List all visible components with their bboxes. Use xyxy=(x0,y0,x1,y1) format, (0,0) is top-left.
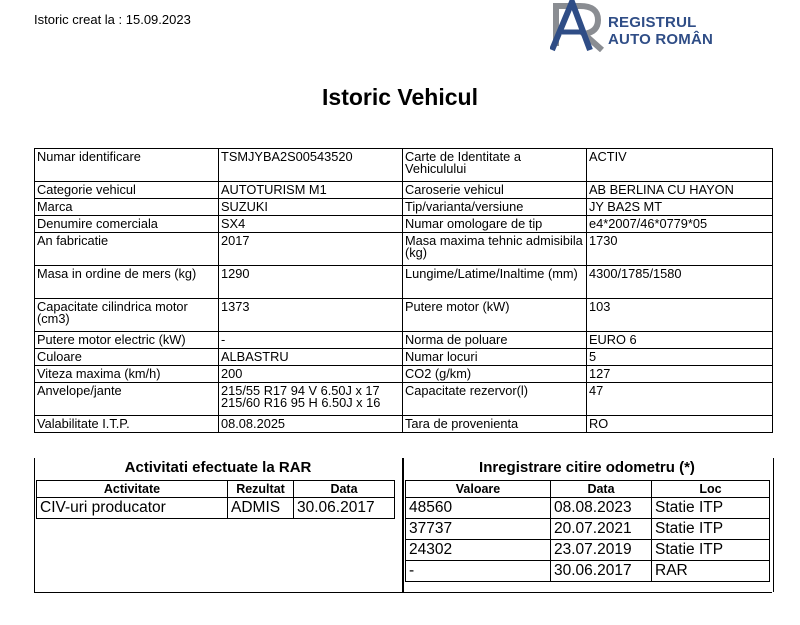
odometer-cell: 23.07.2019 xyxy=(551,540,652,561)
table-row xyxy=(35,349,773,366)
field-value: 4300/1785/1580 xyxy=(587,266,773,299)
table-row xyxy=(35,199,773,216)
odometer-cell: Statie ITP xyxy=(652,519,770,540)
vehicle-details-table xyxy=(34,148,773,433)
field-value: ACTIV xyxy=(587,149,773,182)
table-row xyxy=(35,332,773,349)
field-value: 1730 xyxy=(587,233,773,266)
field-label: Numar identificare xyxy=(35,149,219,182)
field-label: Carte de Identitate a Vehiculului xyxy=(403,149,587,182)
field-label: Numar omologare de tip xyxy=(403,216,587,233)
rar-logo-text xyxy=(608,14,713,48)
field-label: Capacitate cilindrica motor (cm3) xyxy=(35,299,219,332)
activities-title: Activitati efectuate la RAR xyxy=(124,459,312,476)
activities-table xyxy=(36,480,395,519)
field-value: SUZUKI xyxy=(219,199,403,216)
field-value: ALBASTRU xyxy=(219,349,403,366)
field-label: Norma de poluare xyxy=(403,332,587,349)
field-label: Masa in ordine de mers (kg) xyxy=(35,266,219,299)
field-label: Tara de provenienta xyxy=(403,416,587,433)
odometer-table xyxy=(405,480,770,582)
table-row xyxy=(37,498,395,519)
odometer-cell: RAR xyxy=(652,561,770,582)
field-label: Lungime/Latime/Inaltime (mm) xyxy=(403,266,587,299)
field-label: Putere motor electric (kW) xyxy=(35,332,219,349)
table-row xyxy=(35,182,773,199)
activities-header-activitate: Activitate xyxy=(37,481,228,498)
field-label: Marca xyxy=(35,199,219,216)
table-row xyxy=(35,233,773,266)
field-label: Categorie vehicul xyxy=(35,182,219,199)
activities-section xyxy=(34,458,404,592)
field-value: 200 xyxy=(219,366,403,383)
odometer-header-valoare: Valoare xyxy=(406,481,551,498)
table-row xyxy=(35,383,773,416)
odometer-cell: 30.06.2017 xyxy=(551,561,652,582)
table-row xyxy=(406,540,770,561)
table-row xyxy=(35,366,773,383)
field-value: 08.08.2025 xyxy=(219,416,403,433)
odometer-title: Inregistrare citire odometru (*) xyxy=(479,459,695,476)
odometer-cell: 08.08.2023 xyxy=(551,498,652,519)
field-label: CO2 (g/km) xyxy=(403,366,587,383)
creation-date: Istoric creat la : 15.09.2023 xyxy=(34,12,191,27)
field-label: Anvelope/jante xyxy=(35,383,219,416)
field-value: 103 xyxy=(587,299,773,332)
odometer-cell: - xyxy=(406,561,551,582)
field-value: 47 xyxy=(587,383,773,416)
field-label: Putere motor (kW) xyxy=(403,299,587,332)
field-label: Viteza maxima (km/h) xyxy=(35,366,219,383)
table-row xyxy=(35,299,773,332)
odometer-cell: Statie ITP xyxy=(652,540,770,561)
activities-header-data: Data xyxy=(294,481,395,498)
odometer-cell: 37737 xyxy=(406,519,551,540)
field-value: e4*2007/46*0779*05 xyxy=(587,216,773,233)
bottom-border xyxy=(34,592,772,593)
table-row xyxy=(406,519,770,540)
field-value: JY BA2S MT xyxy=(587,199,773,216)
field-value: RO xyxy=(587,416,773,433)
activities-cell: 30.06.2017 xyxy=(294,498,395,519)
activities-cell: ADMIS xyxy=(228,498,294,519)
table-row xyxy=(406,561,770,582)
field-value: 127 xyxy=(587,366,773,383)
table-row xyxy=(35,266,773,299)
odometer-cell: 48560 xyxy=(406,498,551,519)
logo-line-1: REGISTRUL xyxy=(608,14,697,31)
field-value: 1373 xyxy=(219,299,403,332)
field-label: Tip/varianta/versiune xyxy=(403,199,587,216)
field-value: AB BERLINA CU HAYON xyxy=(587,182,773,199)
field-label: Capacitate rezervor(l) xyxy=(403,383,587,416)
odometer-cell: 24302 xyxy=(406,540,551,561)
field-label: Caroserie vehicul xyxy=(403,182,587,199)
field-value: 215/55 R17 94 V 6.50J x 17 215/60 R16 95 H 6.50J x 16 xyxy=(219,383,403,416)
table-row xyxy=(406,498,770,519)
field-label: Numar locuri xyxy=(403,349,587,366)
field-label: Denumire comerciala xyxy=(35,216,219,233)
odometer-header-loc: Loc xyxy=(652,481,770,498)
field-label: Valabilitate I.T.P. xyxy=(35,416,219,433)
field-value: 1290 xyxy=(219,266,403,299)
activities-cell: CIV-uri producator xyxy=(37,498,228,519)
field-value: TSMJYBA2S00543520 xyxy=(219,149,403,182)
odometer-cell: Statie ITP xyxy=(652,498,770,519)
field-value: - xyxy=(219,332,403,349)
logo-line-2: AUTO ROMÂN xyxy=(608,31,714,48)
table-row xyxy=(35,216,773,233)
odometer-header-data: Data xyxy=(551,481,652,498)
table-row xyxy=(35,149,773,182)
field-value: 2017 xyxy=(219,233,403,266)
field-value: EURO 6 xyxy=(587,332,773,349)
field-label: Culoare xyxy=(35,349,219,366)
field-label: An fabricatie xyxy=(35,233,219,266)
activities-header-rezultat: Rezultat xyxy=(228,481,294,498)
field-value: 5 xyxy=(587,349,773,366)
field-value: AUTOTURISM M1 xyxy=(219,182,403,199)
field-label: Masa maxima tehnic admisibila (kg) xyxy=(403,233,587,266)
page-title: Istoric Vehicul xyxy=(322,84,478,110)
table-row xyxy=(35,416,773,433)
odometer-cell: 20.07.2021 xyxy=(551,519,652,540)
field-value: SX4 xyxy=(219,216,403,233)
